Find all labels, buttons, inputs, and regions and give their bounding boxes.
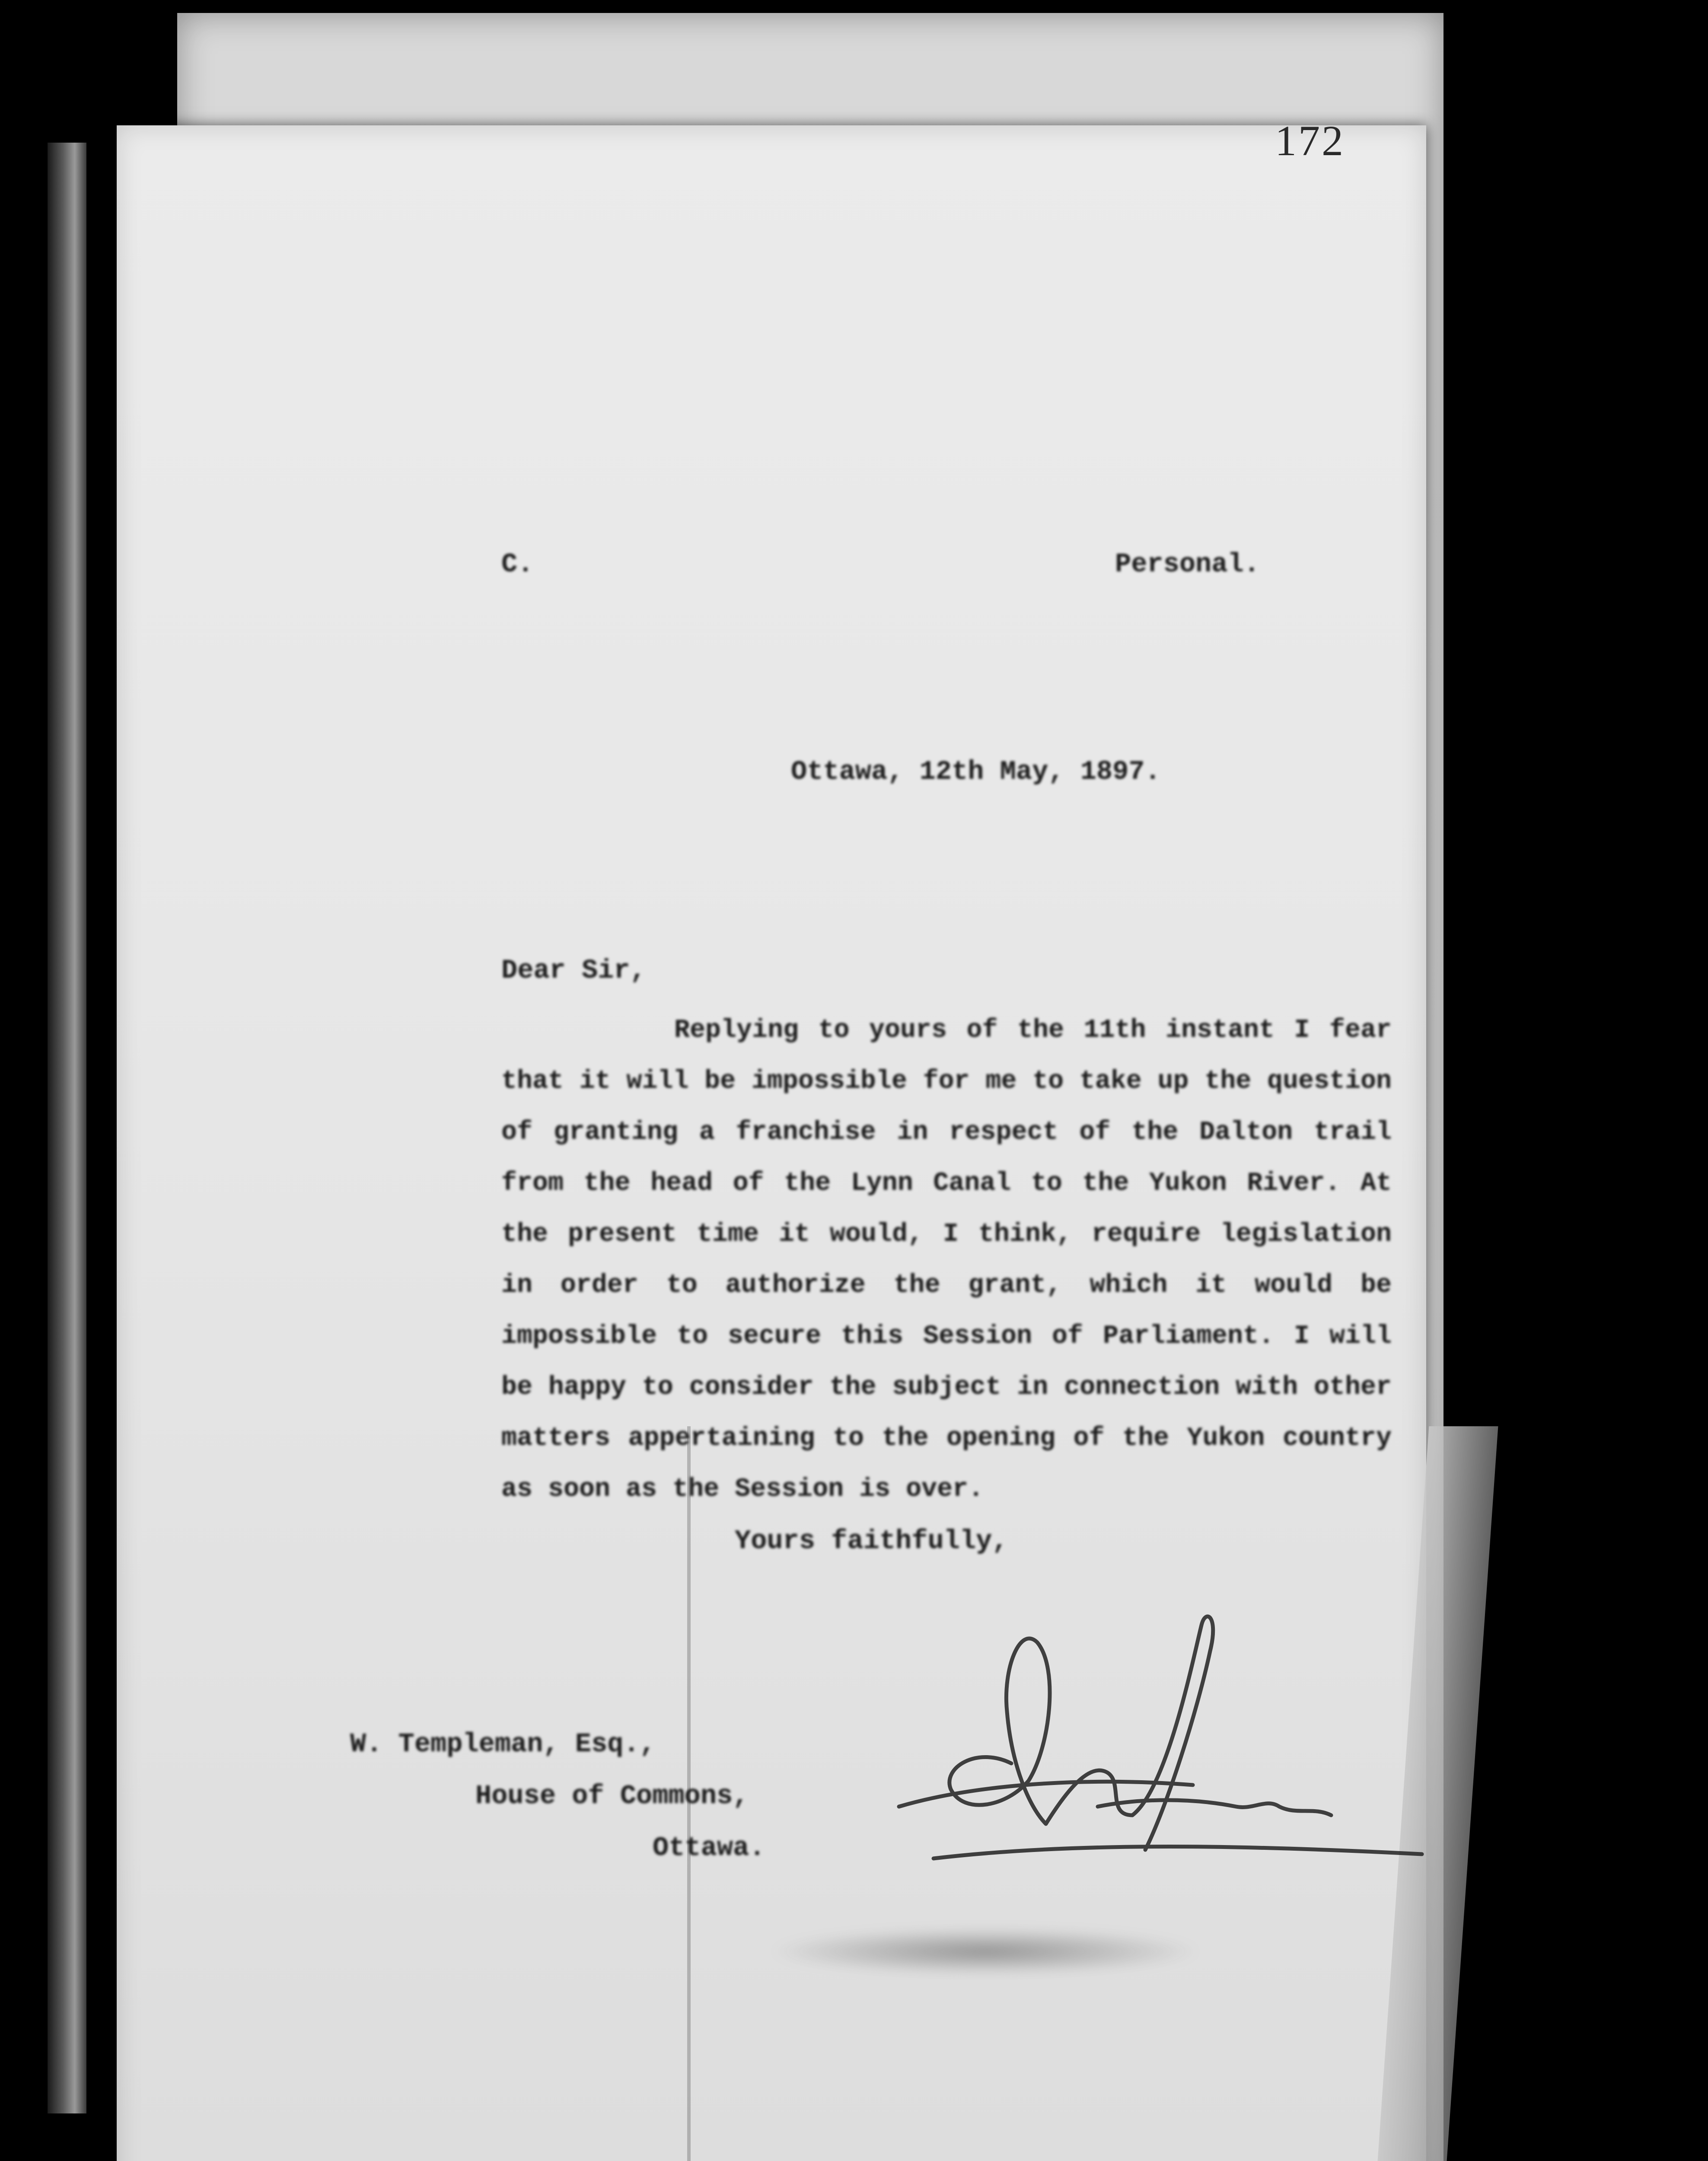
ink-smudge <box>769 1928 1201 1975</box>
salutation: Dear Sir, <box>501 955 646 986</box>
addressee-city: Ottawa. <box>653 1833 765 1863</box>
letter-body-paragraph: Replying to yours of the 11th instant I fear that it will be impossible for me to take up the question of granting a franchise in respect of the Dalton trail from the head of the Lynn Canal to the Yukon River. At the present time it would, I think, require legislation in order to authorize the grant, which it would be impossible to secure this Session of Parliament. I will be happy to consider the subject in connection with other matters appertaining to the opening of the Yukon country as soon as the Session is over. <box>501 1016 1392 1504</box>
film-edge-strip <box>48 143 86 2113</box>
addressee-house: House of Commons, <box>475 1781 749 1811</box>
closing: Yours faithfully, <box>735 1526 1008 1556</box>
letter-mark: C. <box>501 549 534 580</box>
place-date: Ottawa, 12th May, 1897. <box>791 756 1161 787</box>
folio-number: 172 <box>1275 117 1345 165</box>
signature <box>864 1582 1426 1884</box>
letter-body <box>501 1005 1392 1515</box>
addressee-name: W. Templeman, Esq., <box>350 1729 656 1759</box>
classification: Personal. <box>1115 549 1260 580</box>
